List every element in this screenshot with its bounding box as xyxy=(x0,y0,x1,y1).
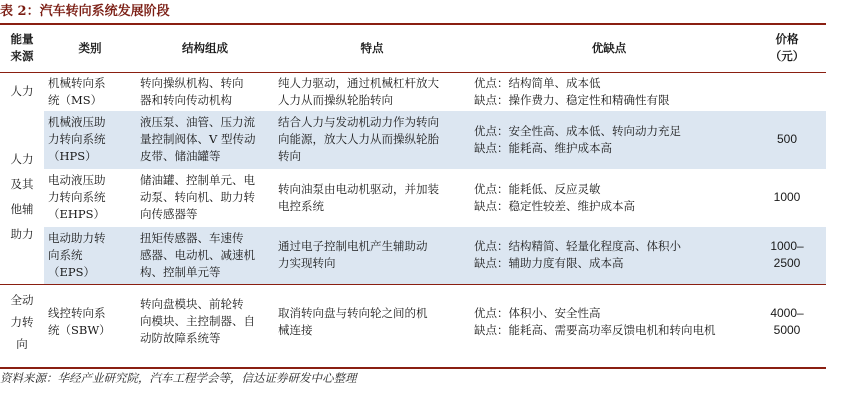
type-cell: 机械转向系 统（MS） xyxy=(48,75,106,107)
table-title: 表 2：汽车转向系统发展阶段 xyxy=(0,4,170,19)
type-cell: 电动助力转 向系统 （EPS） xyxy=(44,227,136,285)
header-pros-cons: 优缺点 xyxy=(470,24,748,73)
table-row xyxy=(0,111,826,169)
structure-cell: 转向操纵机构、转向 器和转向传动机构 xyxy=(140,75,244,107)
features-cell: 转向油泵由电动机驱动，并加装 电控系统 xyxy=(278,181,439,213)
table-row xyxy=(0,169,826,227)
features-cell: 取消转向盘与转向轮之间的机 械连接 xyxy=(278,305,428,337)
energy-source-full: 全动 力转 向 xyxy=(10,292,34,351)
price-cell: 1000– 2500 xyxy=(748,227,826,285)
price-cell xyxy=(748,73,826,111)
price-cell: 500 xyxy=(748,111,826,169)
cons-text: 缺点：辅助力度有限、成本高 xyxy=(474,256,624,271)
header-type: 类别 xyxy=(44,24,136,73)
pros-cons-cell xyxy=(470,169,748,227)
steering-systems-table xyxy=(0,24,826,359)
header-structure: 结构组成 xyxy=(136,24,274,73)
type-cell: 机械液压助 力转向系统 （HPS） xyxy=(44,111,136,169)
source-note: 资料来源：华经产业研究院，汽车工程学会等，信达证券研发中心整理 xyxy=(0,371,357,385)
pros-cons-cell xyxy=(470,73,748,111)
type-cell: 线控转向系 统（SBW） xyxy=(48,305,111,337)
features-cell: 结合人力与发动机动力作为转向 向能源，放大人力从而操纵轮胎 转向 xyxy=(274,111,470,169)
structure-cell: 转向盘模块、前轮转 向模块、主控制器、自 动防故障系统等 xyxy=(140,297,255,346)
price-cell: 4000– 5000 xyxy=(770,305,804,337)
pros-text: 优点：体积小、安全性高 xyxy=(474,305,601,320)
bottom-rule xyxy=(0,367,826,369)
pros-cons-cell xyxy=(470,227,748,285)
structure-cell: 储油罐、控制单元、电 动泵、转向机、助力转 向传感器等 xyxy=(140,173,255,221)
pros-text: 优点：结构简单、成本低 xyxy=(474,75,601,90)
pros-cons-cell xyxy=(470,285,748,359)
cons-text: 缺点：能耗高、需要高功率反馈电机和转向电机 xyxy=(474,322,716,337)
table-row xyxy=(0,73,826,111)
structure-cell: 液压泵、油管、压力流 量控制阀体、V 型传动 皮带、储油罐等 xyxy=(136,111,274,169)
cons-text: 缺点：稳定性较差、维护成本高 xyxy=(474,198,635,213)
header-energy-source: 能量 来源 xyxy=(0,24,44,73)
cons-text: 缺点：能耗高、维护成本高 xyxy=(474,140,612,155)
pros-cons-cell xyxy=(470,111,748,169)
header-price: 价格 （元） xyxy=(748,24,826,73)
energy-source-assisted: 人力 及其 他辅 助力 xyxy=(0,111,44,285)
table-row xyxy=(0,227,826,285)
structure-cell: 扭矩传感器、车速传 感器、电动机、减速机 构、控制单元等 xyxy=(136,227,274,285)
cons-text: 缺点：操作费力、稳定性和精确性有限 xyxy=(474,92,670,107)
price-cell: 1000 xyxy=(773,190,801,204)
energy-source-manual: 人力 xyxy=(10,84,34,99)
pros-text: 优点：安全性高、成本低、转向动力充足 xyxy=(474,123,681,138)
pros-text: 优点：结构精简、轻量化程度高、体积小 xyxy=(474,239,681,254)
features-cell: 纯人力驱动，通过机械杠杆放大 人力从而操纵轮胎转向 xyxy=(278,75,439,107)
header-features: 特点 xyxy=(274,24,470,73)
pros-text: 优点：能耗低、反应灵敏 xyxy=(474,181,601,196)
type-cell: 电动液压助 力转向系统 （EHPS） xyxy=(48,173,106,221)
features-cell: 通过电子控制电机产生辅助动 力实现转向 xyxy=(274,227,470,285)
table-row xyxy=(0,285,826,359)
